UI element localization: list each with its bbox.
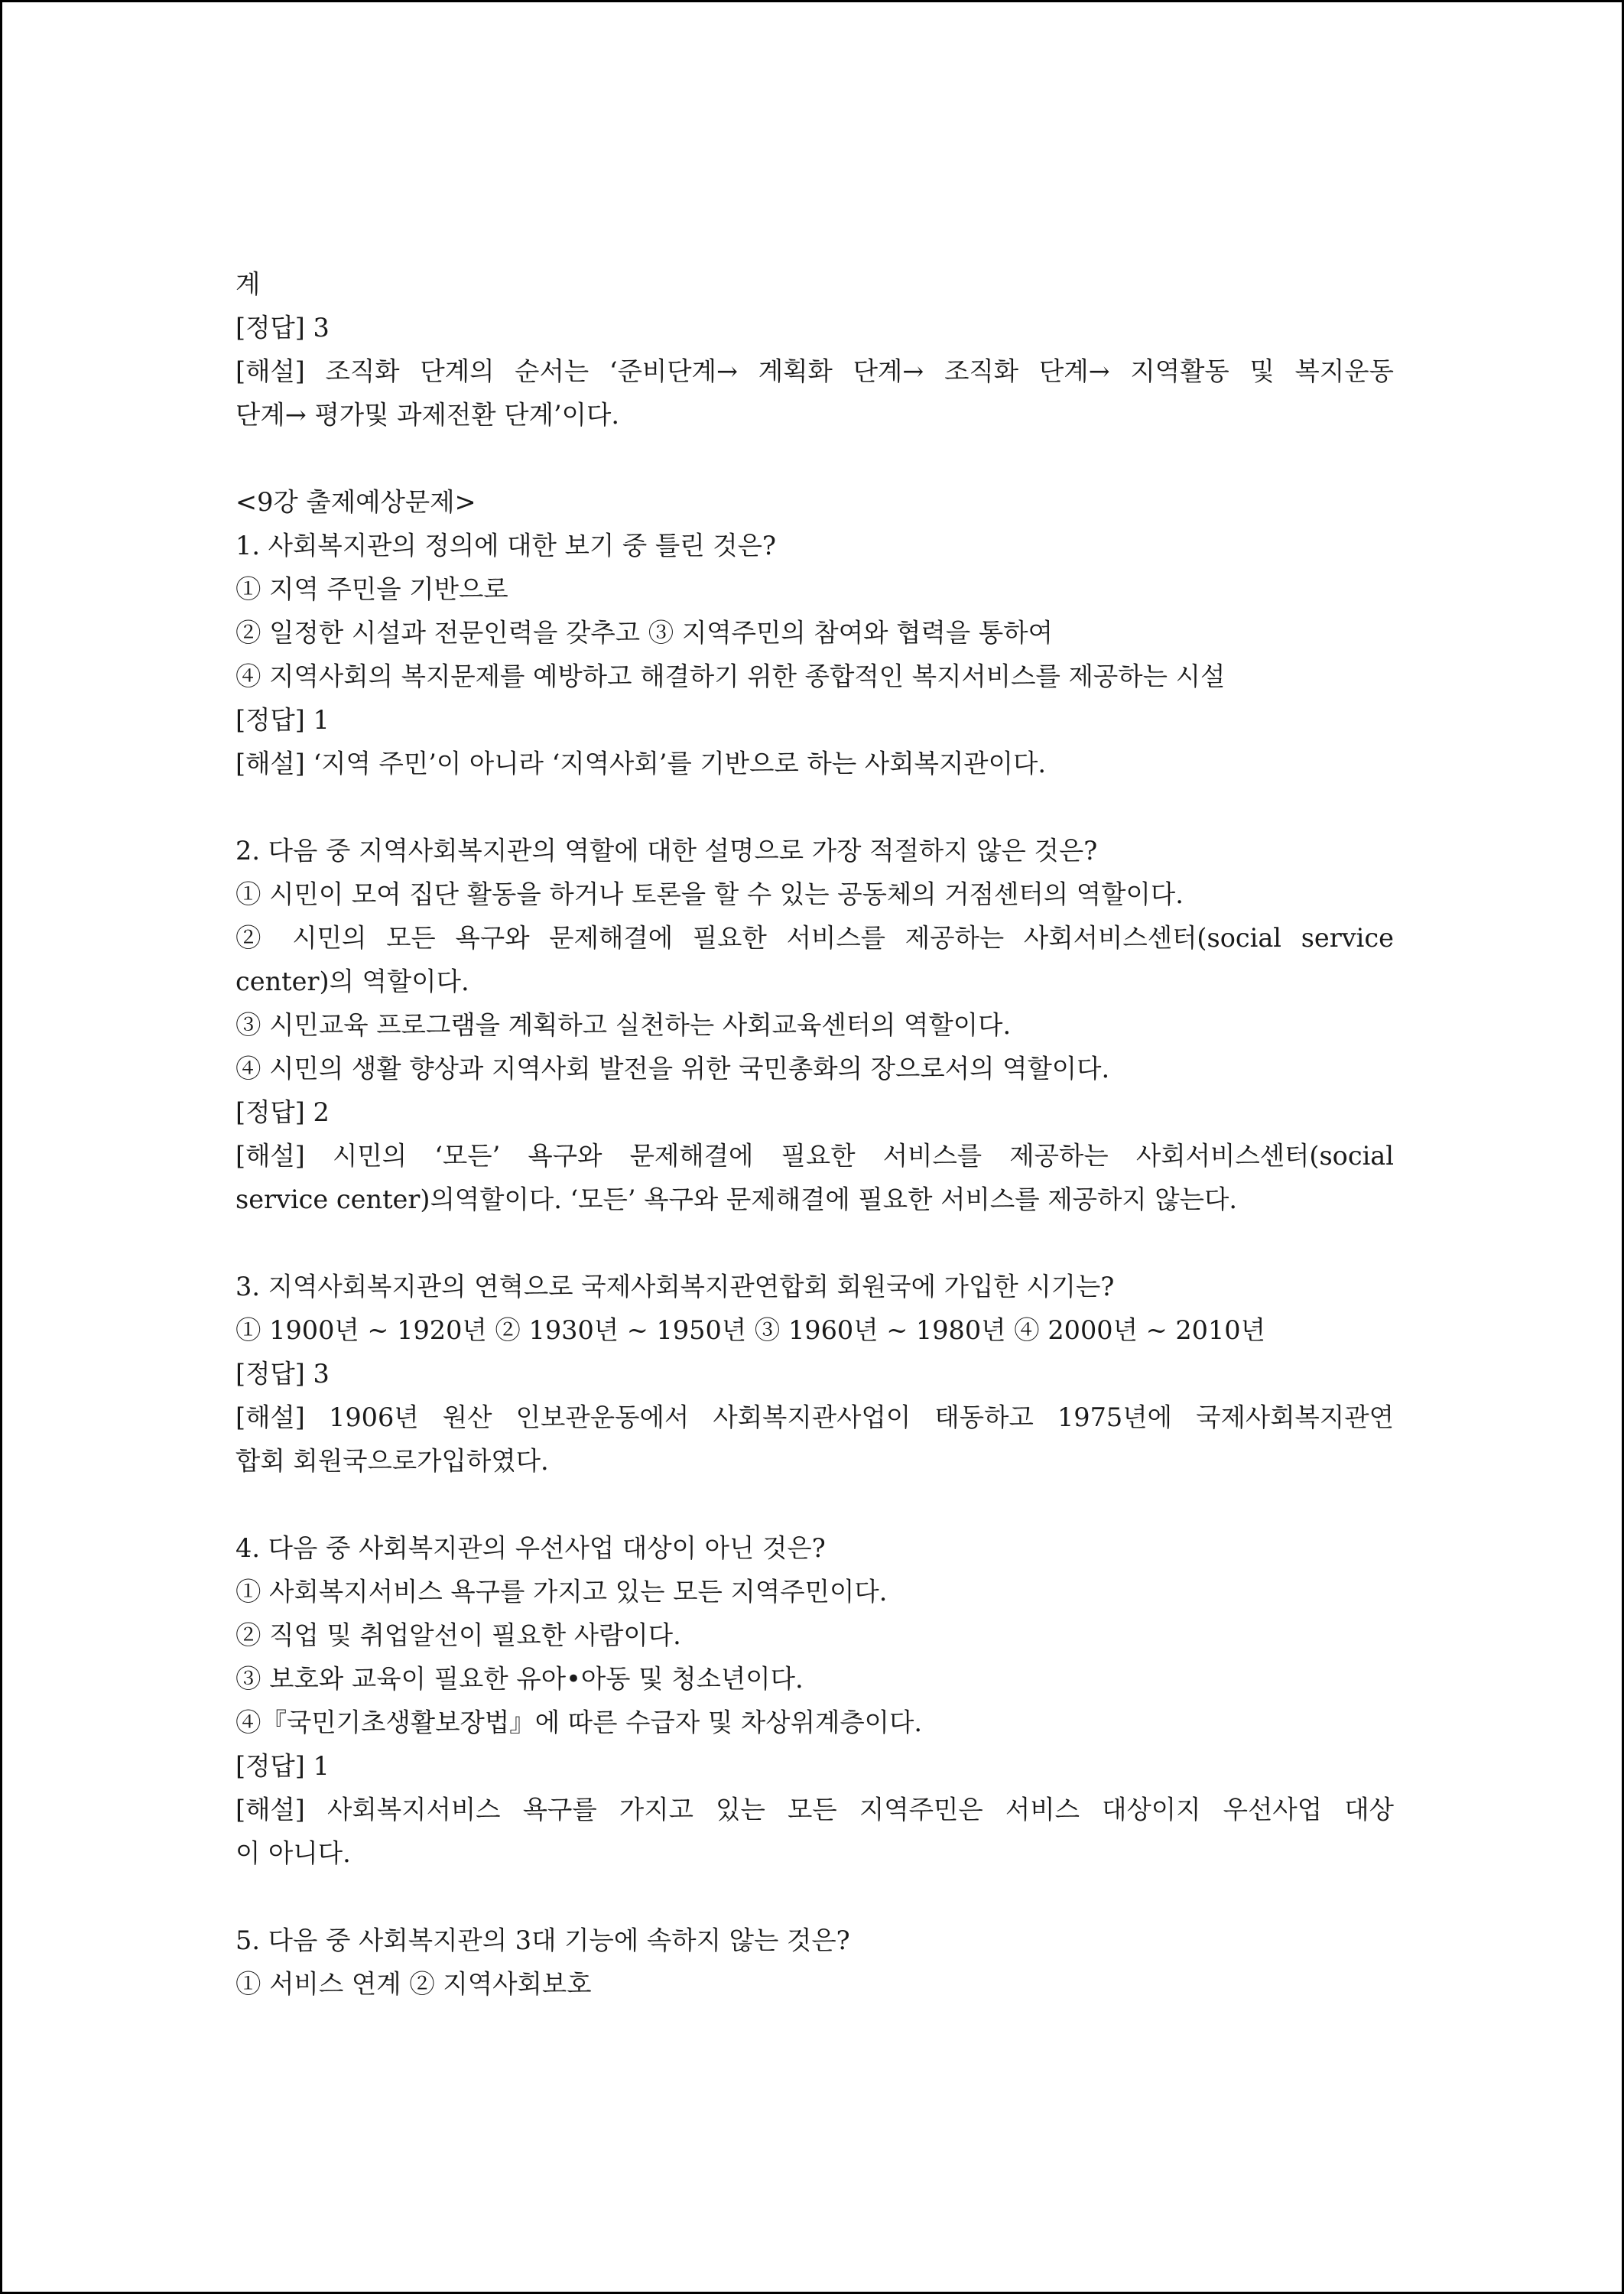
answer-line: [정답] 1: [235, 1751, 330, 1781]
option-line: ② 일정한 시설과 전문인력을 갖추고 ③ 지역주민의 참여와 협력을 통하여: [235, 618, 1053, 648]
explanation-line: 이 아니다.: [235, 1838, 351, 1868]
explanation-line: [해설] 시민의 ‘모든’ 욕구와 문제해결에 필요한 서비스를 제공하는 사회서비스센터(social: [235, 1141, 1394, 1171]
blank-line: [235, 785, 1394, 829]
answer-line: [정답] 1: [235, 705, 330, 735]
section-title: <9강 출제예상문제>: [235, 487, 476, 517]
option-line: ③ 시민교육 프로그램을 계획하고 실천하는 사회교육센터의 역할이다.: [235, 1010, 1012, 1040]
option-line: ① 1900년 ~ 1920년 ② 1930년 ~ 1950년 ③ 1960년 ~ 1980년 ④ 2000년 ~ 2010년: [235, 1315, 1265, 1345]
explanation-line: [해설] ‘지역 주민’이 아니라 ‘지역사회’를 기반으로 하는 사회복지관이다.: [235, 749, 1047, 778]
question-block-2: [235, 829, 1394, 1221]
option-line: ① 사회복지서비스 욕구를 가지고 있는 모든 지역주민이다.: [235, 1577, 888, 1607]
question-text: 5. 다음 중 사회복지관의 3대 기능에 속하지 않는 것은?: [235, 1925, 850, 1955]
question-text: 3. 지역사회복지관의 연혁으로 국제사회복지관연합회 회원국에 가입한 시기는?: [235, 1272, 1115, 1301]
option-line: ① 시민이 모여 집단 활동을 하거나 토론을 할 수 있는 공동체의 거점센터의 역할이다.: [235, 879, 1184, 909]
option-line: ③ 보호와 교육이 필요한 유아•아동 및 청소년이다.: [235, 1664, 804, 1694]
explanation-line: [해설] 사회복지서비스 욕구를 가지고 있는 모든 지역주민은 서비스 대상이지 우선사업 대상: [235, 1795, 1394, 1824]
option-line: ① 서비스 연계 ② 지역사회보호: [235, 1969, 592, 1999]
text-line: 계: [235, 269, 261, 299]
question-block-4: [235, 1526, 1394, 1875]
explanation-line: [해설] 조직화 단계의 순서는 ‘준비단계→ 계획화 단계→ 조직화 단계→ 지역활동 및 복지운동: [235, 356, 1394, 386]
question-text: 1. 사회복지관의 정의에 대한 보기 중 틀린 것은?: [235, 531, 776, 561]
blank-line: [235, 1875, 1394, 1919]
explanation-line: [해설] 1906년 원산 인보관운동에서 사회복지관사업이 태동하고 1975년에 국제사회복지관연: [235, 1402, 1394, 1432]
explanation-line: 단계→ 평가및 과제전환 단계’이다.: [235, 400, 620, 430]
blank-line: [235, 437, 1394, 480]
answer-line: [정답] 3: [235, 1359, 330, 1389]
option-line: ④ 지역사회의 복지문제를 예방하고 해결하기 위한 종합적인 복지서비스를 제공하는 시설: [235, 661, 1226, 691]
option-line: ④『국민기초생활보장법』에 따른 수급자 및 차상위계층이다.: [235, 1708, 923, 1737]
answer-line: [정답] 2: [235, 1097, 330, 1127]
answer-line: [정답] 3: [235, 313, 330, 343]
blank-line: [235, 1221, 1394, 1265]
blank-line: [235, 1483, 1394, 1526]
question-block-5: [235, 1919, 1394, 2006]
question-block-3: [235, 1265, 1394, 1483]
question-text: 4. 다음 중 사회복지관의 우선사업 대상이 아닌 것은?: [235, 1533, 826, 1563]
option-line: ① 지역 주민을 기반으로: [235, 574, 508, 604]
option-line: ④ 시민의 생활 향상과 지역사회 발전을 위한 국민총화의 장으로서의 역할이다.: [235, 1054, 1110, 1084]
option-line: ② 직업 및 취업알선이 필요한 사람이다.: [235, 1620, 681, 1650]
option-line: ② 시민의 모든 욕구와 문제해결에 필요한 서비스를 제공하는 사회서비스센터(social service: [235, 923, 1394, 953]
page-body: [235, 262, 1394, 2006]
explanation-line: 합회 회원국으로가입하였다.: [235, 1446, 549, 1476]
question-text: 2. 다음 중 지역사회복지관의 역할에 대한 설명으로 가장 적절하지 않은 것은?: [235, 836, 1098, 866]
explanation-line: service center)의역할이다. ‘모든’ 욕구와 문제해결에 필요한 서비스를 제공하지 않는다.: [235, 1184, 1238, 1214]
question-block-1: [235, 524, 1394, 785]
option-line: center)의 역할이다.: [235, 967, 469, 996]
